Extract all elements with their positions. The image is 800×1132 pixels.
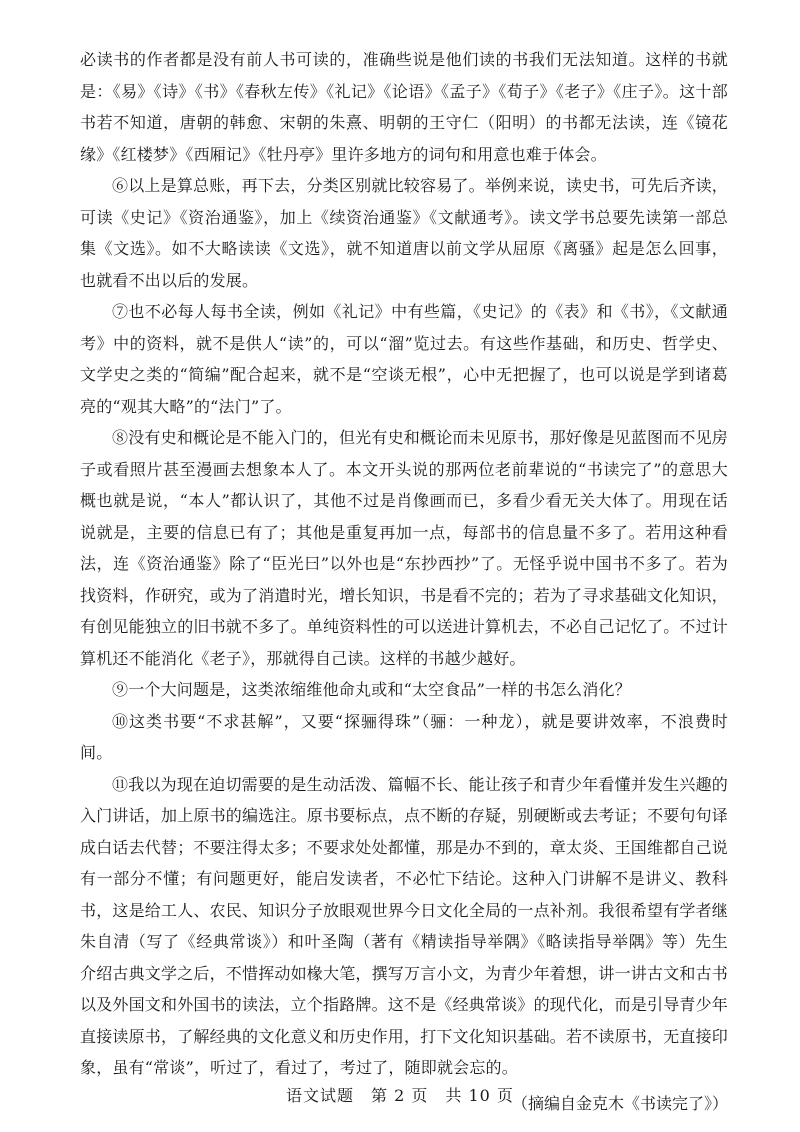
paragraph-9: ⑨一个大问题是，这类浓缩维他命丸或和“太空食品”一样的书怎么消化？ — [112, 680, 631, 699]
paragraph-11: ⑪我以为现在迫切需要的是生动活泼、篇幅不长、能让孩子和青少年看懂并发生兴趣的入门讲话，加上原书的编选注。原书要标点，点不断的存疑，别硬断或去考证；不要句句译成白话去代替；不要注得太多；不要求处处都懂，那是办不到的，章太炎、王国维都自己说有一部分不懂；有问题更好，能启发读者，不必忙下结论。这种入门讲解不是讲义、教科书，这是给工人、农民、知识分子放眼观世界今日文化全局的一点补剂。我很希望有学者继朱自清（写了《经典常谈》）和叶圣陶（著有《精读指导举隅》《略读指导举隅》等）先生介绍古典文学之后，不惜挥动如椽大笔，撰写万言小文，为青少年着想，讲一讲古文和古书以及外国文和外国书的读法，立个指路牌。这不是《经典常谈》的现代化，而是引导青少年直接读原书，了解经典的文化意义和历史作用，打下文化知识基础。若不读原书，无直接印象，虽有“常谈”，听过了，看过了，考过了，随即就会忘的。 — [80, 774, 729, 1077]
paragraph-6: ⑥以上是算总账，再下去，分类区别就比较容易了。举例来说，读史书，可先后齐读，可读《史记》《资治通鉴》，加上《续资治通鉴》《文献通考》。读文学书总要先读第一部总集《文选》。如不大略读读《文选》，就不知道唐以前文学从屈原《离骚》起是怎么回事，也就看不出以后的发展。 — [80, 176, 728, 290]
paragraph-continued: 必读书的作者都是没有前人书可读的，准确些说是他们读的书我们无法知道。这样的书就是：《易》《诗》《书》《春秋左传》《礼记》《论语》《孟子》《荀子》《老子》《庄子》。这十部书若不知道，唐朝的韩愈、宋朝的朱熹、明朝的王守仁（阳明）的书都无法读，连《镜花缘》《红楼梦》《西厢记》《牡丹亭》里许多地方的词句和用意也难于体会。 — [80, 50, 728, 164]
paragraph-7: ⑦也不必每人每书全读，例如《礼记》中有些篇，《史记》的《表》和《书》，《文献通考》中的资料，就不是供人“读”的，可以“溜”览过去。有这些作基础，和历史、哲学史、文学史之类的“简编”配合起来，就不是“空谈无根”，心中无把握了，也可以说是学到诸葛亮的“观其大略”的“法门”了。 — [80, 302, 728, 416]
page-footer: 语文试题 第 2 页 共 10 页 — [286, 1086, 514, 1105]
paragraph-8: ⑧没有史和概论是不能入门的，但光有史和概论而未见原书，那好像是见蓝图而不见房子或看照片甚至漫画去想象本人了。本文开头说的那两位老前辈说的“书读完了”的意思大概也就是说，“本人”都认识了，其他不过是肖像画而已，多看少看无关大体了。用现在话说就是，主要的信息已有了；其他是重复再加一点，每部书的信息量不多了。若用这种看法，连《资治通鉴》除了“臣光曰”以外也是“东抄西抄”了。无怪乎说中国书不多了。若为找资料，作研究，或为了消遣时光，增长知识，书是看不完的；若为了寻求基础文化知识，有创见能独立的旧书就不多了。单纯资料性的可以送进计算机去，不必自己记忆了。不过计算机还不能消化《老子》，那就得自己读。这样的书越少越好。 — [80, 428, 729, 668]
paragraph-10: ⑩这类书要“不求甚解”，又要“探骊得珠”（骊：一种龙），就是要讲效率，不浪费时间。 — [80, 711, 728, 762]
document-body — [80, 44, 728, 1119]
source-citation: （摘编自金克木《书读完了》） — [511, 1093, 728, 1113]
